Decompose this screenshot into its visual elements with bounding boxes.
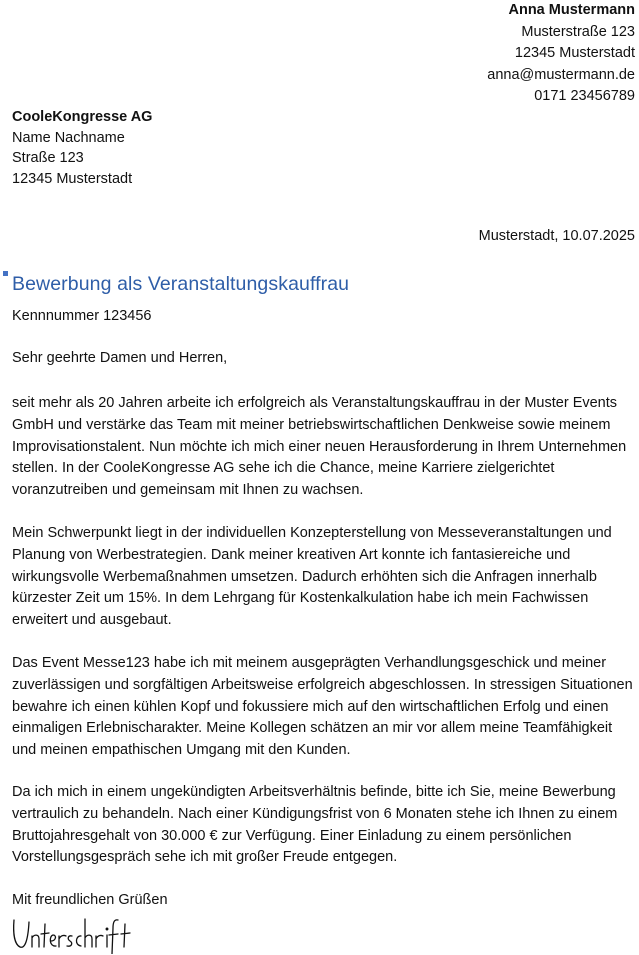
sender-street: Musterstraße 123: [521, 23, 635, 40]
recipient-address-block: [12, 107, 152, 189]
sender-address-block: [487, 0, 635, 108]
recipient-city: 12345 Musterstadt: [12, 170, 133, 187]
salutation: Sehr geehrte Damen und Herren,: [12, 350, 228, 366]
body-paragraph: seit mehr als 20 Jahren arbeite ich erfolgreich als Veranstaltungskauffrau in der Muster Events GmbH und verstärke das Team mit meiner betriebswirtschaftlichen Denkweise sowie meinem Improvisationstalent. Nun möchte ich mich einer neuen Herausforderung in Ihrem Unternehmen stellen. In der CooleKongresse AG sehe ich die Chance, meine Karriere zielgerichtet voranzutreiben und gemeinsam mit Ihnen zu wachsen.: [12, 395, 627, 499]
closing-phrase: Mit freundlichen Grüßen: [12, 892, 168, 908]
letter-date: Musterstadt, 10.07.2025: [478, 228, 635, 244]
sender-city: 12345 Musterstadt: [514, 45, 635, 61]
body-paragraph: Mein Schwerpunkt liegt in der individuellen Konzepterstellung von Messeveranstaltungen und Planung von Werbestrategien. Dank meiner kreativen Art konnte ich fantasiereiche und wirkungsvolle Werbemaßnahmen umsetzen. Dadurch erhöhten sich die Anfragen innerhalb kürzester Zeit um 15%. In dem Lehrgang für Kostenkalkulation habe ich mein Fachwissen erweitert und ausgebaut.: [12, 525, 612, 629]
body-paragraph: Das Event Messe123 habe ich mit meinem ausgeprägten Verhandlungsgeschick und meiner zuverlässigen und sorgfältigen Arbeitsweise erfolgreich abgeschlossen. In stressigen Situationen bewahre ich einen kühlen Kopf und fokussiere mich auf den wirtschaftlichen Erfolg und einen einmaligen Erlebnischarakter. Meine Kollegen schätzen an mir vor allem meine Teamfähigkeit und meinen empathischen Umgang mit den Kunden.: [12, 655, 633, 759]
recipient-company: CooleKongresse AG: [12, 109, 153, 125]
recipient-street: Straße 123: [12, 150, 84, 166]
body-paragraph: Da ich mich in einem ungekündigten Arbeitsverhältnis befinde, bitte ich Sie, meine Bewerbung vertraulich zu behandeln. Nach einer Kündigungsfrist von 6 Monaten stehe ich Ihnen zu einem Bruttojahresgehalt von 30.000 € zur Verfügung. Einer Einladung zu einem persönlichen Vorstellungsgespräch sehe ich mit großer Freude entgegen.: [12, 784, 618, 866]
recipient-contact: Name Nachname: [12, 129, 125, 146]
sender-name: Anna Mustermann: [508, 2, 635, 18]
sender-phone: 0171 23456789: [534, 88, 635, 104]
heading-marker-icon: [3, 271, 8, 276]
reference-number: Kennnummer 123456: [12, 308, 152, 324]
handwritten-signature: [10, 914, 135, 954]
subject-heading: Bewerbung als Veranstaltungskauffrau: [12, 273, 350, 295]
sender-email: anna@mustermann.de: [487, 66, 635, 83]
